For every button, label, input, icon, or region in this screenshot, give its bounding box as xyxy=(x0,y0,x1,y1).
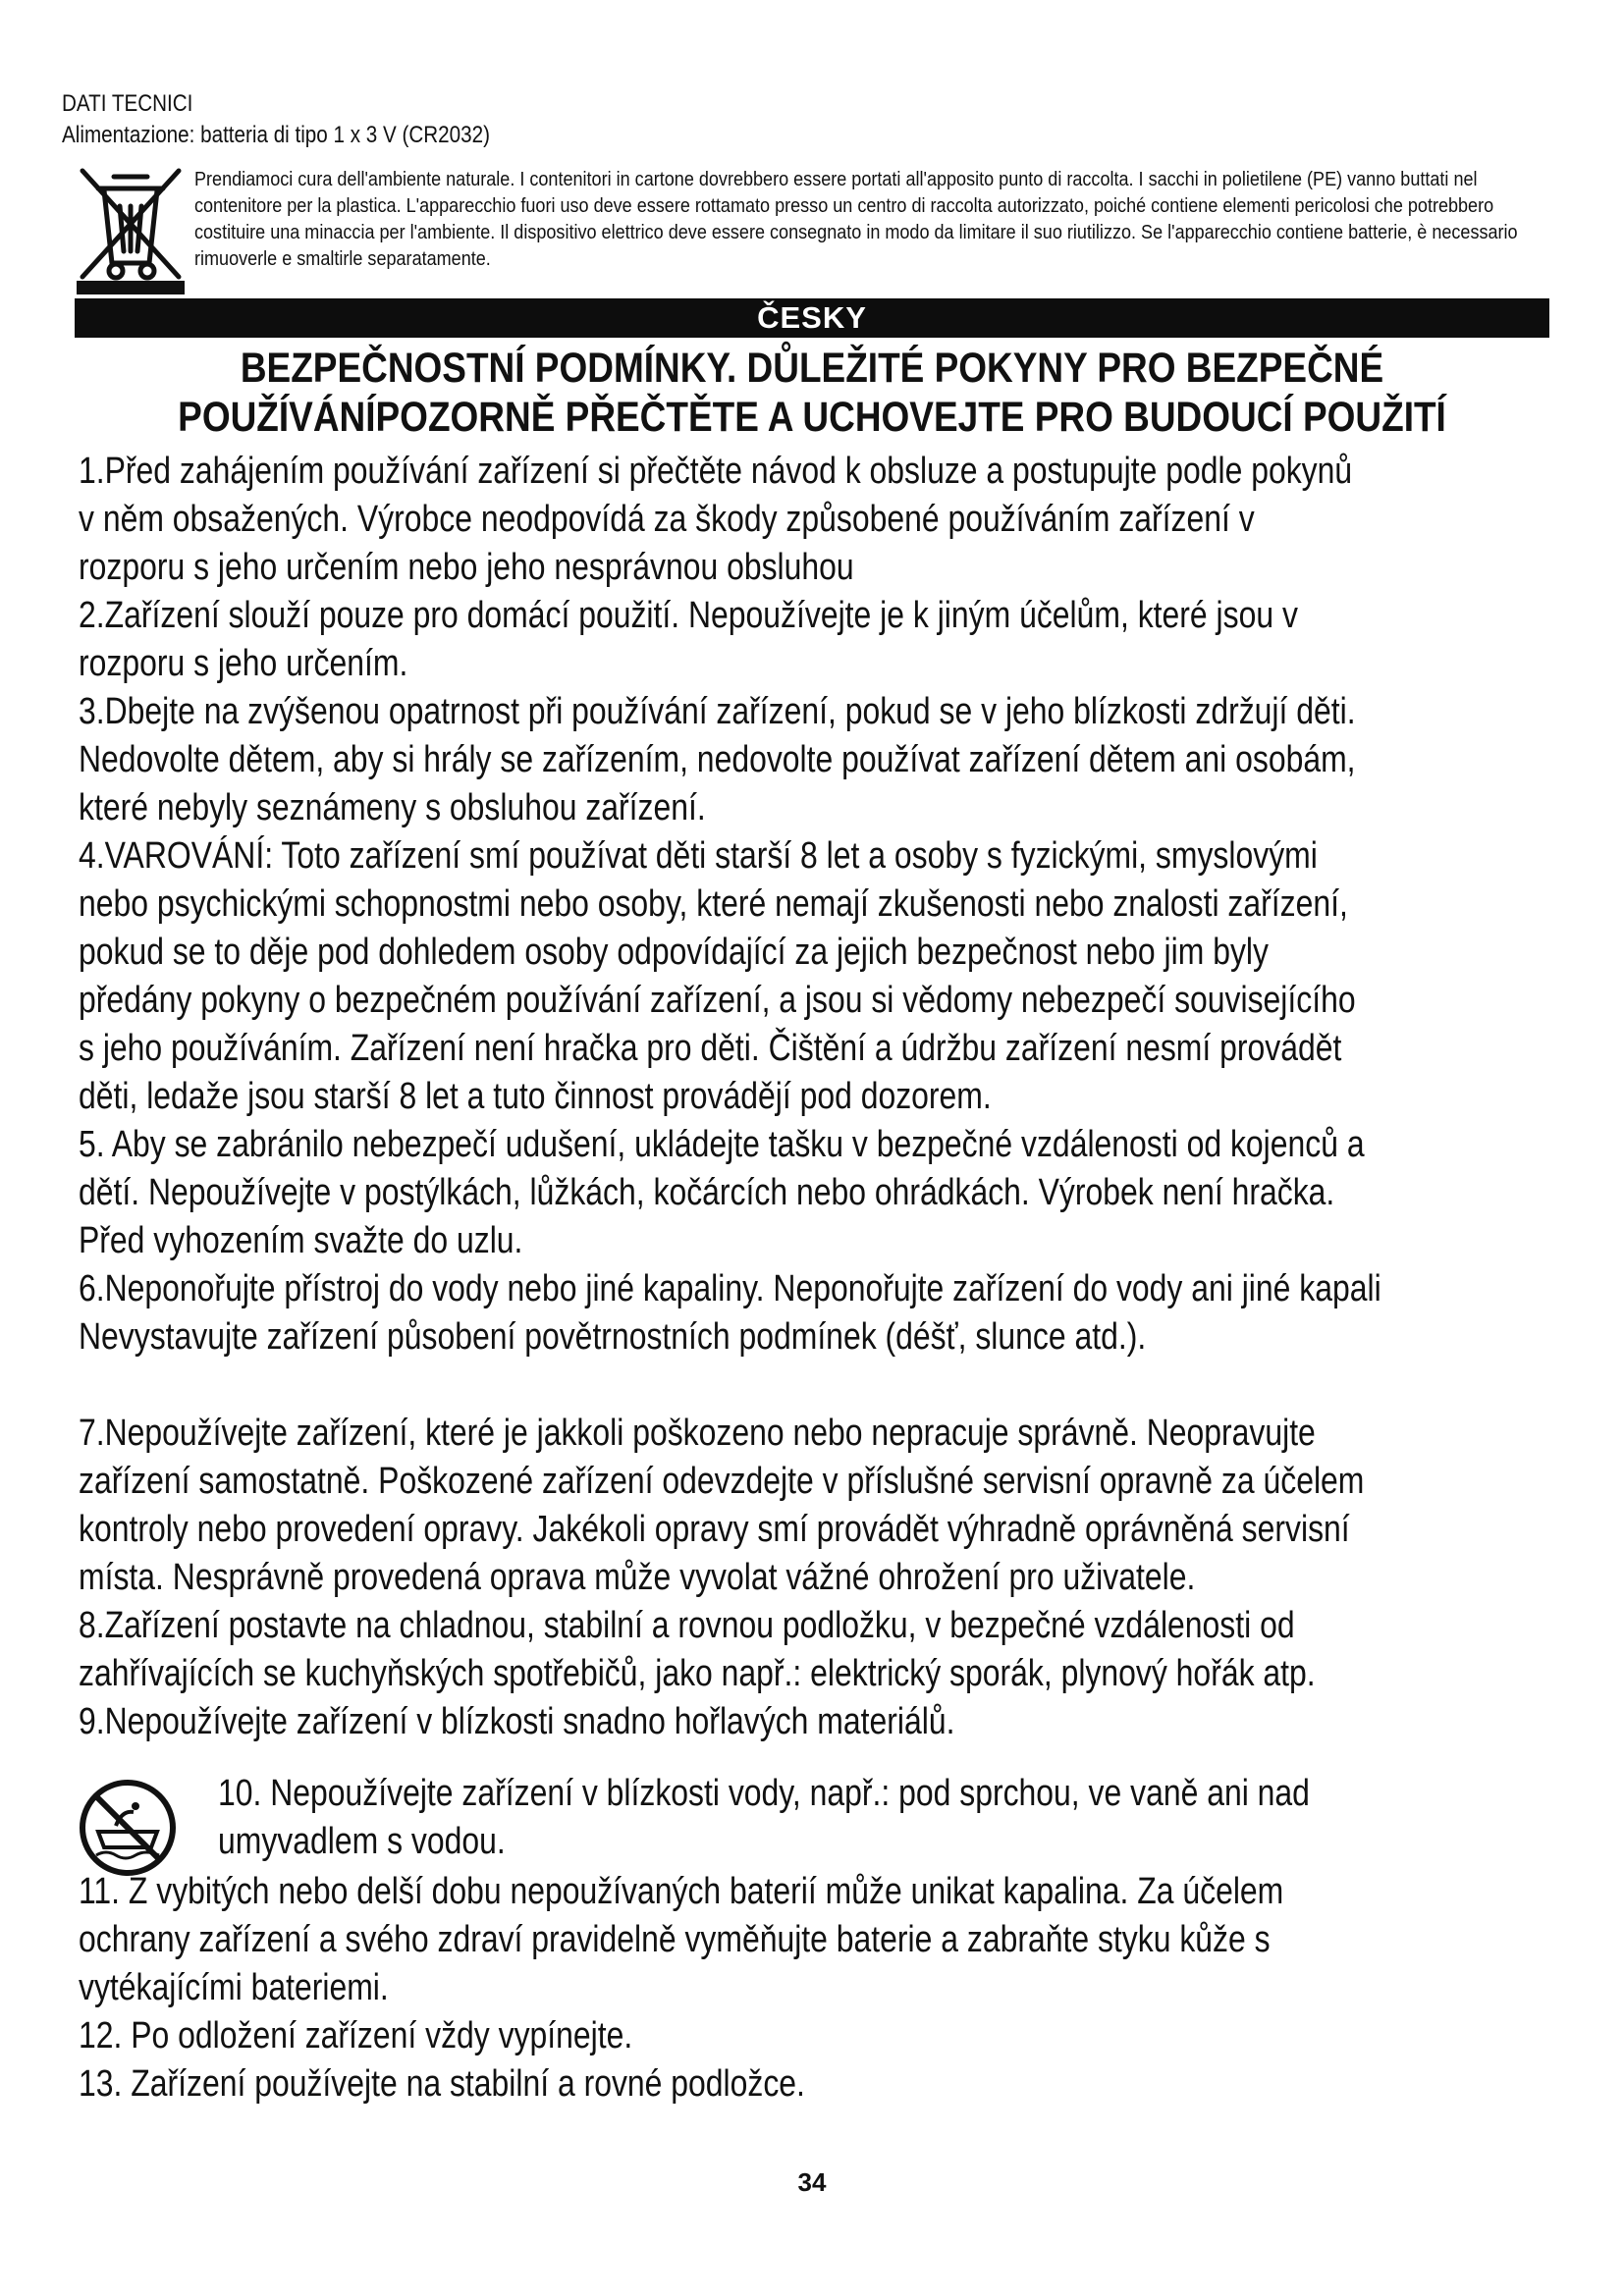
page-number: 34 xyxy=(797,2167,827,2197)
instruction-item-11: 11. Z vybitých nebo delší dobu nepoužívaných baterií může unikat kapalina. Za účelem ochrany zařízení a svého zdraví pravidelně vyměňujte baterie a zabraňte styku kůže s vytékajícími bateriemi. xyxy=(79,1871,1284,2008)
safety-instructions-list-continued xyxy=(79,1868,1563,2109)
tech-data-heading: DATI TECNICI xyxy=(62,90,193,117)
instruction-item-8: 8.Zařízení postavte na chladnou, stabilní a rovnou podložku, v bezpečné vzdálenosti od zahřívajících se kuchyňských spotřebičů, jako např.: elektrický sporák, plynový hořák atp. xyxy=(79,1605,1316,1694)
instruction-item-4: 4.VAROVÁNÍ: Toto zařízení smí používat děti starší 8 let a osoby s fyzickými, smyslovými nebo psychickými schopnostmi nebo osoby, které nemají zkušenosti nebo znalosti zařízení, pokud se to děje pod dohledem osoby odpovídající za jejich bezpečnost nebo jim byly předány pokyny o bezpečném používání zařízení, a jsou si vědomy nebezpečí souvisejícího s jeho používáním. Zařízení není hračka pro děti. Čištění a údržbu zařízení nesmí provádět děti, ledaže jsou starší 8 let a tuto činnost provádějí pod dozorem. xyxy=(79,835,1356,1117)
instruction-item-10: 10. Nepoužívejte zařízení v blízkosti vody, např.: pod sprchou, ve vaně ani nad umyvadlem s vodou. xyxy=(218,1773,1310,1862)
instruction-item-2: 2.Zařízení slouží pouze pro domácí použití. Nepoužívejte je k jiným účelům, které jsou v rozporu s jeho určením. xyxy=(79,595,1298,684)
instruction-item-1: 1.Před zahájením používání zařízení si přečtěte návod k obsluze a postupujte podle pokynů v něm obsažených. Výrobce neodpovídá za škody způsobené používáním zařízení v rozporu s jeho určením nebo jeho nesprávnou obsluhou xyxy=(79,451,1353,588)
crossed-out-wheelie-bin-icon xyxy=(77,167,185,294)
safety-title-line-1: BEZPEČNOSTNÍ PODMÍNKY. DŮLEŽITÉ POKYNY PRO BEZPEČNÉ xyxy=(240,345,1384,392)
safety-instructions-list xyxy=(79,448,1563,1746)
disposal-notice: Prendiamoci cura dell'ambiente naturale. I contenitori in cartone dovrebbero essere portati all'apposito punto di raccolta. I sacchi in polietilene (PE) vanno buttati nel contenitore per la plastica. L'apparecchio fuori uso deve essere rottamato presso un centro di raccolta autorizzato, poiché contiene elementi pericolosi che potrebbero costituire una minaccia per l'ambiente. Il dispositivo elettrico deve essere consegnato in modo da limitare il suo riutilizzo. Se l'apparecchio contiene batterie, è necessario rimuoverle e smaltirle separatamente. xyxy=(194,168,1518,270)
instruction-item-5: 5. Aby se zabránilo nebezpečí udušení, ukládejte tašku v bezpečné vzdálenosti od kojenců a dětí. Nepoužívejte v postýlkách, lůžkách, kočárcích nebo ohrádkách. Výrobek není hračka. Před vyhozením svažte do uzlu. xyxy=(79,1124,1365,1261)
safety-title-line-2: POUŽÍVÁNÍPOZORNĚ PŘEČTĚTE A UCHOVEJTE PRO BUDOUCÍ POUŽITÍ xyxy=(178,394,1446,441)
paragraph-gap xyxy=(79,1362,1563,1410)
power-supply-line: Alimentazione: batteria di tipo 1 x 3 V (CR2032) xyxy=(62,122,490,148)
instruction-item-12: 12. Po odložení zařízení vždy vypínejte. xyxy=(79,2015,633,2056)
instruction-item-6: 6.Neponořujte přístroj do vody nebo jiné kapaliny. Neponořujte zařízení do vody ani jiné kapali Nevystavujte zařízení působení povětrnostních podmínek (déšť, slunce atd.). xyxy=(79,1268,1381,1358)
instruction-item-7: 7.Nepoužívejte zařízení, které je jakkoli poškozeno nebo nepracuje správně. Neopravujte zařízení samostatně. Poškozené zařízení odevzdejte v příslušné servisní opravně za účelem kontroly nebo provedení opravy. Jakékoli opravy smí provádět výhradně oprávněná servisní místa. Nesprávně provedená oprava může vyvolat vážné ohrožení pro uživatele. xyxy=(79,1413,1365,1598)
language-banner: ČESKY xyxy=(75,298,1549,338)
instruction-item-13: 13. Zařízení používejte na stabilní a rovné podložce. xyxy=(79,2063,805,2105)
instruction-item-9: 9.Nepoužívejte zařízení v blízkosti snadno hořlavých materiálů. xyxy=(79,1701,955,1742)
no-water-bath-icon xyxy=(77,1777,179,1879)
instruction-item-3: 3.Dbejte na zvýšenou opatrnost při používání zařízení, pokud se v jeho blízkosti zdržují děti. Nedovolte dětem, aby si hrály se zařízením, nedovolte používat zařízení dětem ani osobám, které nebyly seznámeny s obsluhou zařízení. xyxy=(79,691,1356,828)
